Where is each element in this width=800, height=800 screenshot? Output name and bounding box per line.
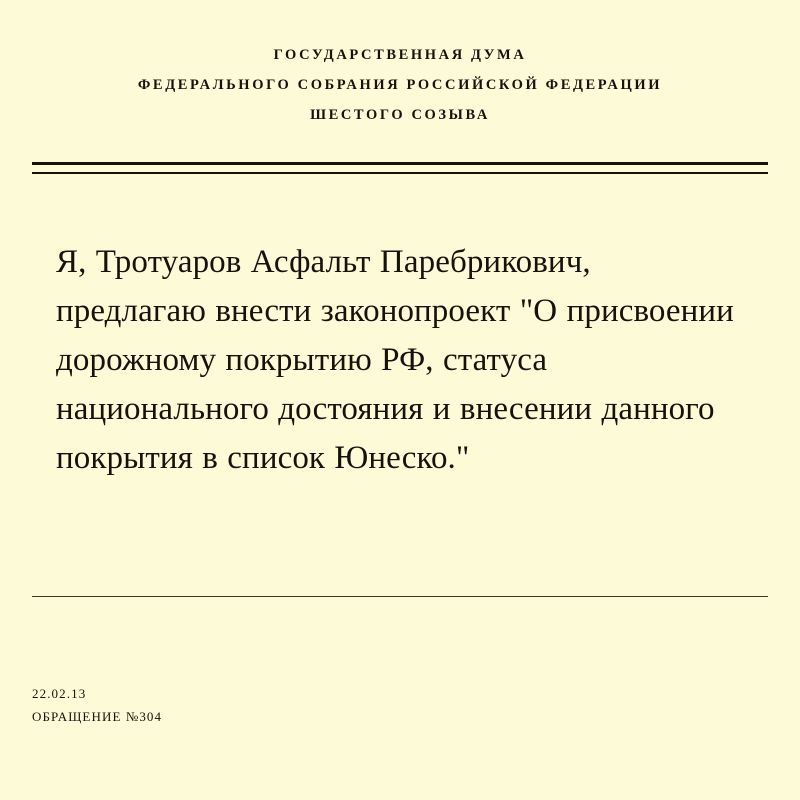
document-footer (32, 682, 162, 728)
footer-divider (32, 596, 768, 597)
footer-date: 22.02.13 (32, 686, 87, 701)
header-divider (32, 162, 768, 174)
body-paragraph: Я, Тротуаров Асфальт Паребрикович, предлагаю внести законопроект "О присвоении дорожному покрытию РФ, статуса национального достояния и внесении данного покрытия в список Юнеско." (56, 244, 734, 476)
header-line-1: ГОСУДАРСТВЕННАЯ ДУМА (273, 47, 527, 63)
footer-reference: ОБРАЩЕНИЕ №304 (32, 709, 163, 724)
document-body (56, 238, 744, 483)
header-line-2: ФЕДЕРАЛЬНОГО СОБРАНИЯ РОССИЙСКОЙ ФЕДЕРАЦИИ (137, 77, 663, 93)
document-header (0, 0, 800, 130)
header-line-3: ШЕСТОГО СОЗЫВА (310, 107, 490, 123)
